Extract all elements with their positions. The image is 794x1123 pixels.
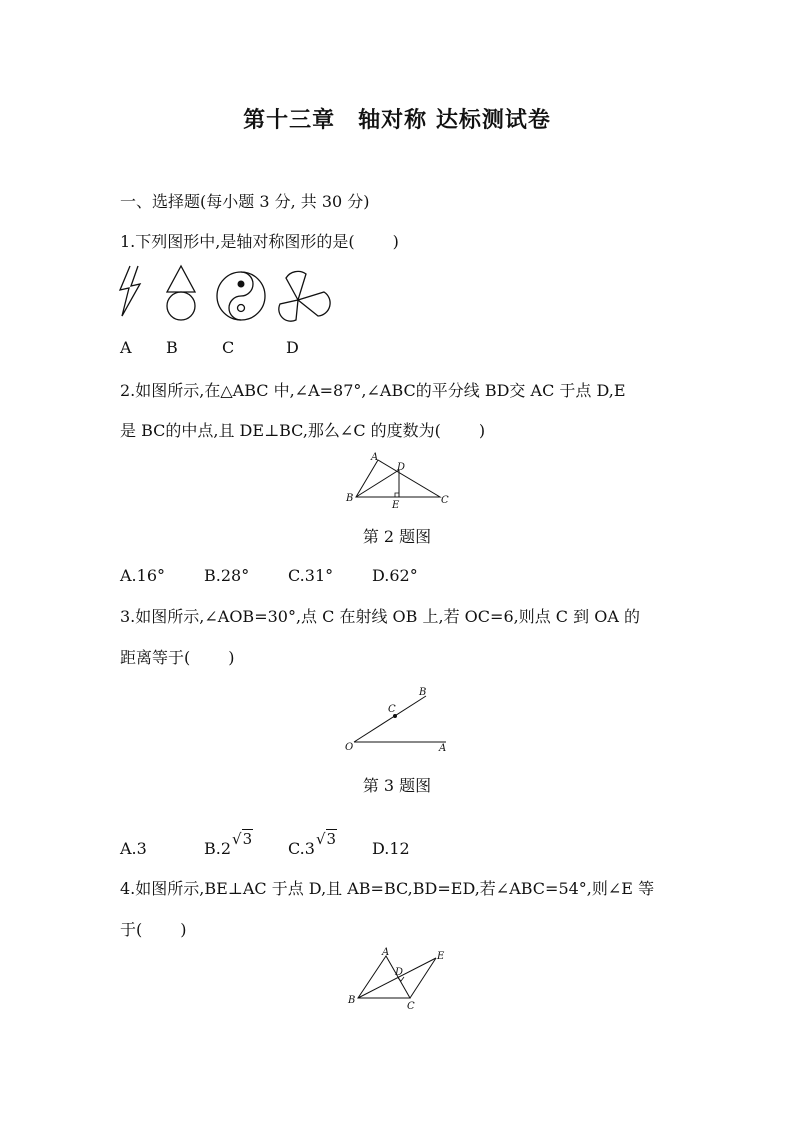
lightning-figure-a [120,266,140,316]
question-3-line-1: 3.如图所示,∠AOB=30°,点 C 在射线 OB 上,若 OC=6,则点 C 到 OA 的 [120,607,640,626]
square-root-of-3 [316,830,337,848]
question-2-text: 是 BC的中点,且 DE⊥BC,那么∠C 的度数为( [120,421,441,440]
segment-bd [356,470,399,497]
point-label-o: O [345,742,354,753]
q3-option-a: A.3 [120,839,147,858]
radicand: 3 [242,830,253,848]
q2-option-b: B.28° [204,566,250,585]
section-heading: 一、选择题(每小题 3 分, 共 30 分) [120,192,370,211]
q3-option-c-prefix: C.3 [288,839,315,858]
q1-label-b: B [166,338,178,357]
question-4-close: ) [180,920,187,939]
point-label-b: B [346,493,354,504]
q3-angle-diagram [340,682,460,754]
q1-label-d: D [286,338,299,357]
point-label-e: E [392,500,400,511]
q1-figures [110,262,340,324]
square-root-of-3 [232,830,253,848]
q2-option-a: A.16° [120,566,165,585]
point-label-d: D [395,967,404,978]
q2-triangle-diagram [340,450,460,512]
page-title: 第十三章 轴对称 达标测试卷 [243,107,551,133]
q2-option-c: C.31° [288,566,334,585]
q3-option-c [288,830,337,858]
question-2-close: ) [478,421,486,440]
question-1-close: ) [392,232,399,251]
segment-be [358,958,436,998]
q1-label-c: C [222,338,235,357]
point-label-b: B [419,687,427,698]
point-label-d: D [397,462,406,473]
radicand: 3 [326,830,337,848]
question-1-text: 1.下列图形中,是轴对称图形的是( [120,232,355,251]
question-3-text: 距离等于( [120,648,191,667]
point-label-c: C [407,1001,415,1012]
right-angle-mark [395,493,399,497]
ray-ob [354,696,426,742]
q3-option-d: D.12 [372,839,410,858]
segment-ce [410,958,436,998]
question-2-line-2 [120,421,485,441]
point-label-a: A [439,743,447,754]
q3-figure-caption: 第 3 题图 [362,776,432,795]
q2-figure-caption: 第 2 题图 [362,527,432,546]
question-4-line-2 [120,920,187,940]
q3-option-b-prefix: B.2 [204,839,232,858]
pinwheel-figure-d [279,271,330,321]
question-4-line-1: 4.如图所示,BE⊥AC 于点 D,且 AB=BC,BD=ED,若∠ABC=54°,则∠E 等 [120,879,655,898]
question-3-close: ) [228,648,235,667]
question-3-line-2 [120,648,235,668]
point-label-a: A [382,947,390,958]
q3-option-b [204,830,253,858]
q4-quadrilateral-diagram [340,947,460,1013]
yin-yang-figure-c [217,272,265,320]
point-label-b: B [348,995,356,1006]
q2-option-d: D.62° [372,566,418,585]
question-4-text: 于( [120,920,143,939]
point-label-e: E [437,951,445,962]
radical-sign: √ [315,830,326,848]
point-label-c: C [388,704,396,715]
point-label-a: A [371,452,379,463]
question-1 [120,232,399,252]
point-label-c: C [441,495,449,506]
radical-sign: √ [232,830,242,848]
triangle-circle-figure-b [167,266,195,320]
q1-label-a: A [120,338,132,357]
question-2-line-1: 2.如图所示,在△ABC 中,∠A=87°,∠ABC的平分线 BD交 AC 于点 D,E [120,381,626,400]
